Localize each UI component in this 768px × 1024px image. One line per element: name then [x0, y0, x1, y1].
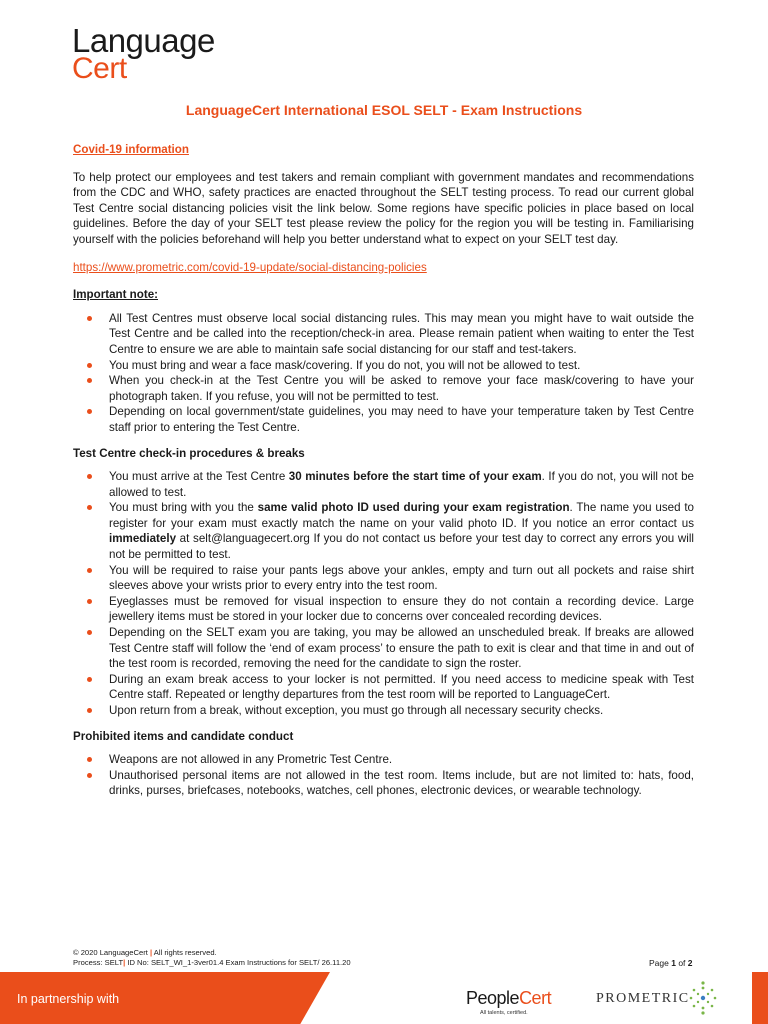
partner-band [0, 972, 768, 1024]
prometric-spark-icon [688, 980, 718, 1016]
important-note-heading: Important note: [73, 288, 159, 302]
checkin-list [73, 469, 694, 719]
logo-line-language: Language [72, 22, 215, 59]
list-item: You must bring and wear a face mask/covering. If you do not, you will not be allowed to test. [73, 358, 694, 374]
list-item: Depending on the SELT exam you are taking, you may be allowed an unscheduled break. If breaks are allowed Test Centre staff will follow the ‘end of exam process’ to ensure the path to exit is clear and that time in and out of the test room is recorded, removing the need for the candidate to sign the roster. [73, 625, 694, 672]
important-note-list [73, 311, 694, 436]
prohibited-list [73, 752, 694, 799]
list-item: Depending on local government/state guidelines, you may need to have your temperature taken by Test Centre staff prior to entering the Test Centre. [73, 404, 694, 435]
logo-line-cert: Cert [72, 52, 127, 85]
process-line: Process: SELT| ID No: SELT_WI_1-3ver01.4 Exam Instructions for SELT/ 26.11.20 [73, 958, 351, 967]
peoplecert-logo: PeopleCert All talents, certified. [466, 988, 552, 1016]
document-body [73, 142, 694, 799]
partner-label: In partnership with [17, 992, 120, 1006]
prometric-logo: PROMETRIC [596, 991, 690, 1006]
list-item: Weapons are not allowed in any Prometric Test Centre. [73, 752, 694, 768]
list-item: You must arrive at the Test Centre 30 minutes before the start time of your exam. If you do not, you will not be allowed to test. [73, 469, 694, 500]
checkin-heading: Test Centre check-in procedures & breaks [73, 446, 305, 460]
copyright-line: © 2020 LanguageCert | All rights reserved. [73, 948, 217, 957]
list-item: You will be required to raise your pants legs above your ankles, empty and turn out all pockets and raise shirt sleeves above your wrists prior to every entry into the test room. [73, 563, 694, 594]
list-item: Eyeglasses must be removed for visual inspection to ensure they do not contain a recording device. Large jewellery items must be stored in your locker due to concerns over concealed recording devices. [73, 594, 694, 625]
list-item: Unauthorised personal items are not allowed in the test room. Items include, but are not limited to: hats, food, drinks, purses, briefcases, notebooks, watches, cell phones, electronic devices, or wearable technology. [73, 768, 694, 799]
covid-paragraph: To help protect our employees and test takers and remain compliant with government mandates and recommendations from the CDC and WHO, safety practices are enacted throughout the SELT testing process. To read our current global Test Centre social distancing policies visit the link below. Some regions have specific policies in place based on local guidelines. Before the day of your SELT test please review the policy for the region you will be testing in. Familiarising yourself with the policies beforehand will help you better understand what to expect on your SELT test day. [73, 170, 694, 246]
list-item: When you check-in at the Test Centre you will be asked to remove your face mask/covering to have your photograph taken. If you refuse, you will not be permitted to test. [73, 373, 694, 404]
list-item: Upon return from a break, without exception, you must go through all necessary security checks. [73, 703, 694, 719]
prohibited-heading: Prohibited items and candidate conduct [73, 729, 294, 743]
document-title: LanguageCert International ESOL SELT - Exam Instructions [185, 102, 583, 118]
footer-legal [73, 948, 351, 968]
covid-policy-link[interactable]: https://www.prometric.com/covid-19-update/social-distancing-policies [73, 260, 427, 274]
list-item: All Test Centres must observe local social distancing rules. This may mean you might have to wait outside the Test Centre and be called into the reception/check-in area. Please remain patient when waiting to enter the Test Centre to ensure we are able to maintain safe social distancing for our staff and test-takers. [73, 311, 694, 358]
list-item: You must bring with you the same valid photo ID used during your exam registration. The name you used to register for your exam must exactly match the name on your valid photo ID. If you notice an error contact us immediately at selt@languagecert.org If you do not contact us before your test day to correct any errors you will not be permitted to test. [73, 500, 694, 562]
list-item: During an exam break access to your locker is not permitted. If you need access to medicine speak with Test Centre staff. Repeated or lengthy departures from the test room will be reported to LanguageCert. [73, 672, 694, 703]
right-orange-tab [752, 972, 768, 1024]
page-number: Page 1 of 2 [649, 958, 693, 968]
languagecert-logo [72, 24, 215, 84]
covid-heading: Covid-19 information [73, 143, 189, 156]
